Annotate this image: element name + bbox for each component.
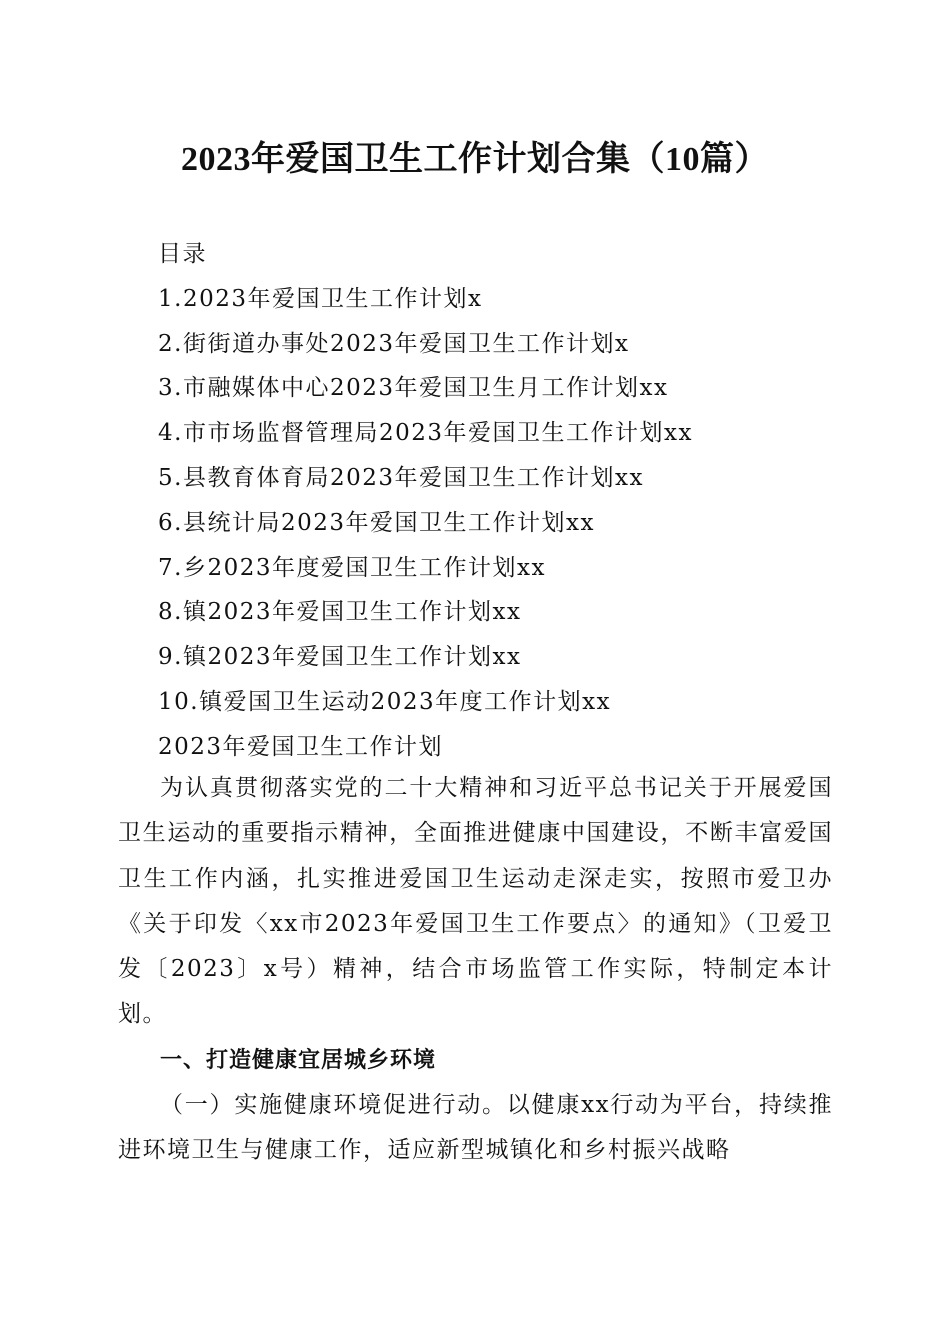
sub-paragraph-text: 以健康xx行动为平台，持续推进环境卫生与健康工作，适应新型城镇化和乡村振兴战略 — [118, 1092, 833, 1164]
toc-item: 4.市市场监督管理局2023年爱国卫生工作计划xx — [158, 420, 693, 447]
toc-item: 3.市融媒体中心2023年爱国卫生月工作计划xx — [158, 375, 669, 402]
sub-heading-lead: （一）实施健康环境促进行动。 — [160, 1092, 507, 1119]
table-of-contents — [158, 232, 858, 770]
toc-item: 10.镇爱国卫生运动2023年度工作计划xx — [158, 688, 612, 715]
sub-paragraph — [118, 1083, 833, 1174]
toc-item: 2.街街道办事处2023年爱国卫生工作计划x — [158, 330, 630, 357]
document-title: 2023年爱国卫生工作计划合集（10篇） — [181, 141, 769, 178]
intro-paragraph: 为认真贯彻落实党的二十大精神和习近平总书记关于开展爱国卫生运动的重要指示精神，全面推进健康中国建设，不断丰富爱国卫生工作内涵，扎实推进爱国卫生运动走深走实，按照市爱卫办《关于印发〈xx市2023年爱国卫生工作要点〉的通知》（卫爱卫发〔2023〕x号）精神，结合市场监管工作实际，特制定本计划。 — [118, 775, 833, 1028]
document-body — [118, 766, 833, 1174]
toc-item: 1.2023年爱国卫生工作计划x — [158, 285, 483, 312]
toc-label: 目录 — [158, 241, 207, 267]
heading-level-1: 一、打造健康宜居城乡环境 — [160, 1047, 437, 1073]
toc-item: 5.县教育体育局2023年爱国卫生工作计划xx — [158, 464, 644, 491]
toc-item: 8.镇2023年爱国卫生工作计划xx — [158, 599, 522, 626]
toc-item: 6.县统计局2023年爱国卫生工作计划xx — [158, 509, 595, 536]
toc-item: 7.乡2023年度爱国卫生工作计划xx — [158, 554, 546, 581]
section-title: 2023年爱国卫生工作计划 — [158, 733, 444, 760]
toc-item: 9.镇2023年爱国卫生工作计划xx — [158, 644, 522, 671]
